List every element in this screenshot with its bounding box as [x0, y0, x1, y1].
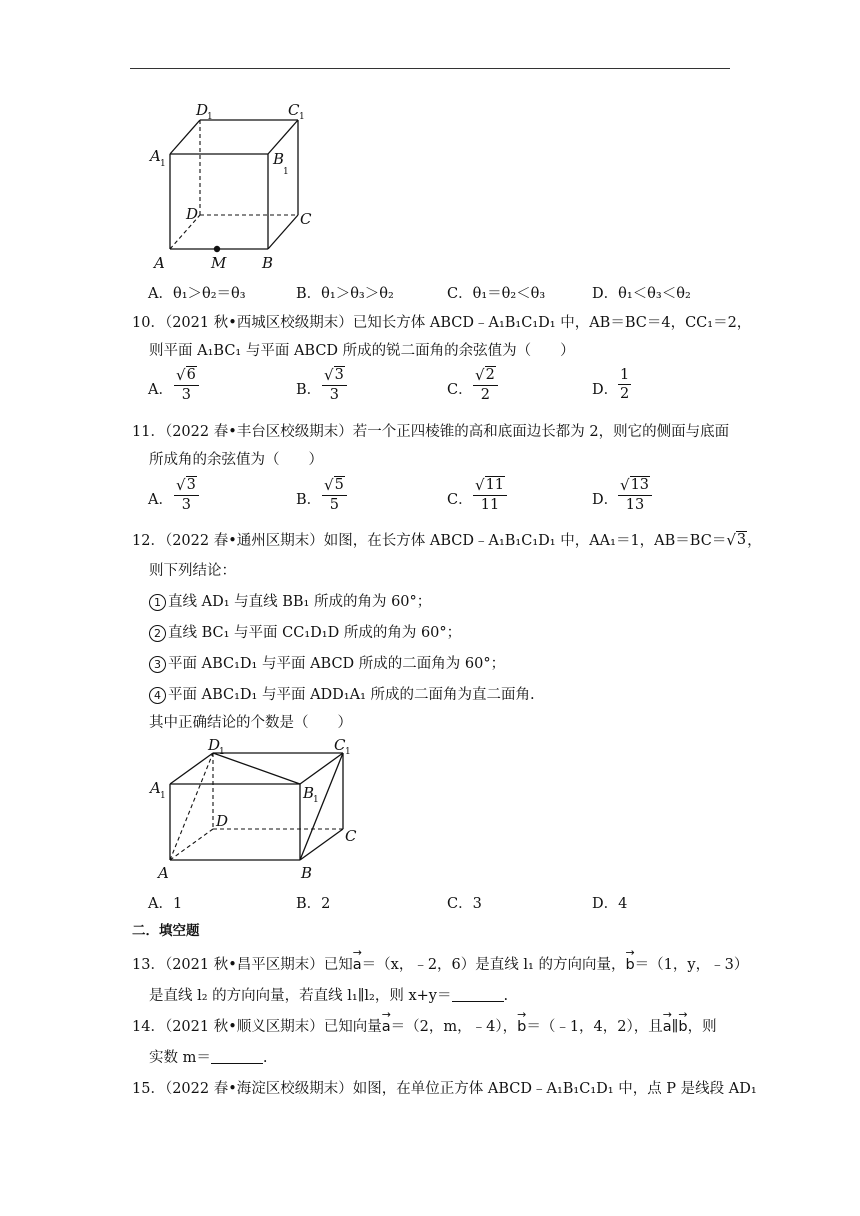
q14-stem-line2: 实数 m＝ . [149, 1050, 268, 1066]
q10-options: A． √ 6 3 B． √ 3 3 C． √ 2 2 D． $\frac{1}{2}$ [148, 366, 630, 403]
svg-text:1: 1 [345, 747, 351, 757]
q11-option-b-fraction: √ 5 5 [322, 476, 347, 514]
q10-stem-line1: 10．（2021 秋•西城区校级期末）已知长方体 ABCD﹣A₁B₁C₁D₁ 中，AB＝BC＝4，CC₁＝2， [132, 315, 752, 331]
q12-statement-2: 2 直线 BC₁ 与平面 CC₁D₁D 所成的角为 60°； [149, 622, 461, 644]
q12-statement-1: 1 直线 AD₁ 与直线 BB₁ 所成的角为 60°； [149, 591, 431, 613]
label-d: D [186, 205, 199, 223]
q11-options: A． √ 3 3 B． √ 5 5 C． √ 11 11 D． √ 13 13 [148, 478, 748, 522]
q9-option-c: C．θ₁＝θ₂＜θ₃ [447, 286, 546, 302]
q14-answer-blank[interactable] [211, 1049, 263, 1064]
section-heading: 二．填空题 [132, 923, 200, 939]
q10-option-a-fraction: √ 6 3 [174, 366, 199, 404]
q9-option-a: A．θ₁＞θ₂＝θ₃ [148, 286, 246, 302]
svg-text:1: 1 [160, 159, 166, 169]
header-rule [130, 68, 730, 69]
box-figure-q12 [148, 738, 368, 886]
q12-stem-line1: 12．（2022 春•通州区期末）如图，在长方体 ABCD﹣A₁B₁C₁D₁ 中，AA₁＝1，AB＝BC＝ √ 3 ， [132, 531, 762, 549]
label-d1: D [208, 738, 221, 754]
q13-stem-line2: 是直线 l₂ 的方向向量，若直线 l₁∥l₂，则 x+y＝ . [149, 988, 509, 1004]
q12-option-a: A．1 [148, 896, 183, 912]
label-c1: C [334, 738, 346, 754]
q13-stem-line1: 13．（2021 秋•昌平区期末）已知→ a＝（x，﹣2，6）是直线 l₁ 的方向向量，→ b＝（1，y，﹣3） [132, 954, 748, 976]
q12-question: 其中正确结论的个数是（ ） [149, 715, 352, 731]
svg-text:1: 1 [299, 112, 305, 122]
svg-text:1: 1 [207, 112, 213, 122]
q14-stem-line1: 14．（2021 秋•顺义区期末）已知向量→ a＝（2，m，﹣4），→ b＝（﹣1，4，2），且→ a∥→ b，则 [132, 1016, 717, 1038]
q10-option-d-fraction: $\frac{1}{2}$ [620, 367, 630, 402]
label-a1: A [150, 779, 161, 797]
q12-statement-3: 3 平面 ABC₁D₁ 与平面 ABCD 所成的二面角为 60°； [149, 653, 505, 675]
q11-stem-line2: 所成角的余弦值为（ ） [149, 452, 323, 468]
label-b: B [262, 254, 274, 272]
q10-stem-line2: 则平面 A₁BC₁ 与平面 ABCD 所成的锐二面角的余弦值为（ ） [149, 343, 575, 359]
q9-option-d: D．θ₁＜θ₃＜θ₂ [592, 286, 691, 302]
cube-figure-q9 [148, 98, 338, 273]
svg-text:1: 1 [219, 747, 225, 757]
label-d: D [216, 812, 229, 830]
svg-text:1: 1 [313, 795, 319, 805]
q12-stem-line2: 则下列结论： [149, 563, 236, 579]
label-b: B [301, 864, 313, 882]
q11-option-a-fraction: √ 3 3 [174, 476, 199, 514]
label-a1: A [150, 147, 161, 165]
q10-option-b-fraction: √ 3 3 [322, 366, 347, 404]
label-b1: B [303, 784, 315, 802]
label-d1: D [196, 101, 209, 119]
label-c: C [345, 827, 357, 845]
label-b1: B [273, 150, 285, 168]
q11-option-d-fraction: √ 13 13 [618, 476, 652, 514]
q11-stem-line1: 11．（2022 春•丰台区校级期末）若一个正四棱锥的高和底面边长都为 2，则它的侧面与底面 [132, 424, 730, 440]
q12-statement-4: 4 平面 ABC₁D₁ 与平面 ADD₁A₁ 所成的二面角为直二面角. [149, 684, 535, 706]
svg-text:1: 1 [283, 167, 289, 177]
q15-stem-line1: 15．（2022 春•海淀区校级期末）如图，在单位正方体 ABCD﹣A₁B₁C₁D₁ 中，点 P 是线段 AD₁ [132, 1081, 757, 1097]
q13-answer-blank[interactable] [452, 987, 504, 1002]
q11-option-c-fraction: √ 11 11 [473, 476, 507, 514]
q9-option-b: B．θ₁＞θ₃＞θ₂ [296, 286, 394, 302]
q12-option-b: B．2 [296, 896, 331, 912]
label-a: A [158, 864, 169, 882]
q12-option-c: C．3 [447, 896, 482, 912]
q10-option-c-fraction: √ 2 2 [473, 366, 498, 404]
label-m: M [211, 254, 227, 272]
svg-text:1: 1 [160, 791, 166, 801]
label-c: C [300, 210, 312, 228]
label-c1: C [288, 101, 300, 119]
label-a: A [154, 254, 165, 272]
q12-option-d: D．4 [592, 896, 628, 912]
